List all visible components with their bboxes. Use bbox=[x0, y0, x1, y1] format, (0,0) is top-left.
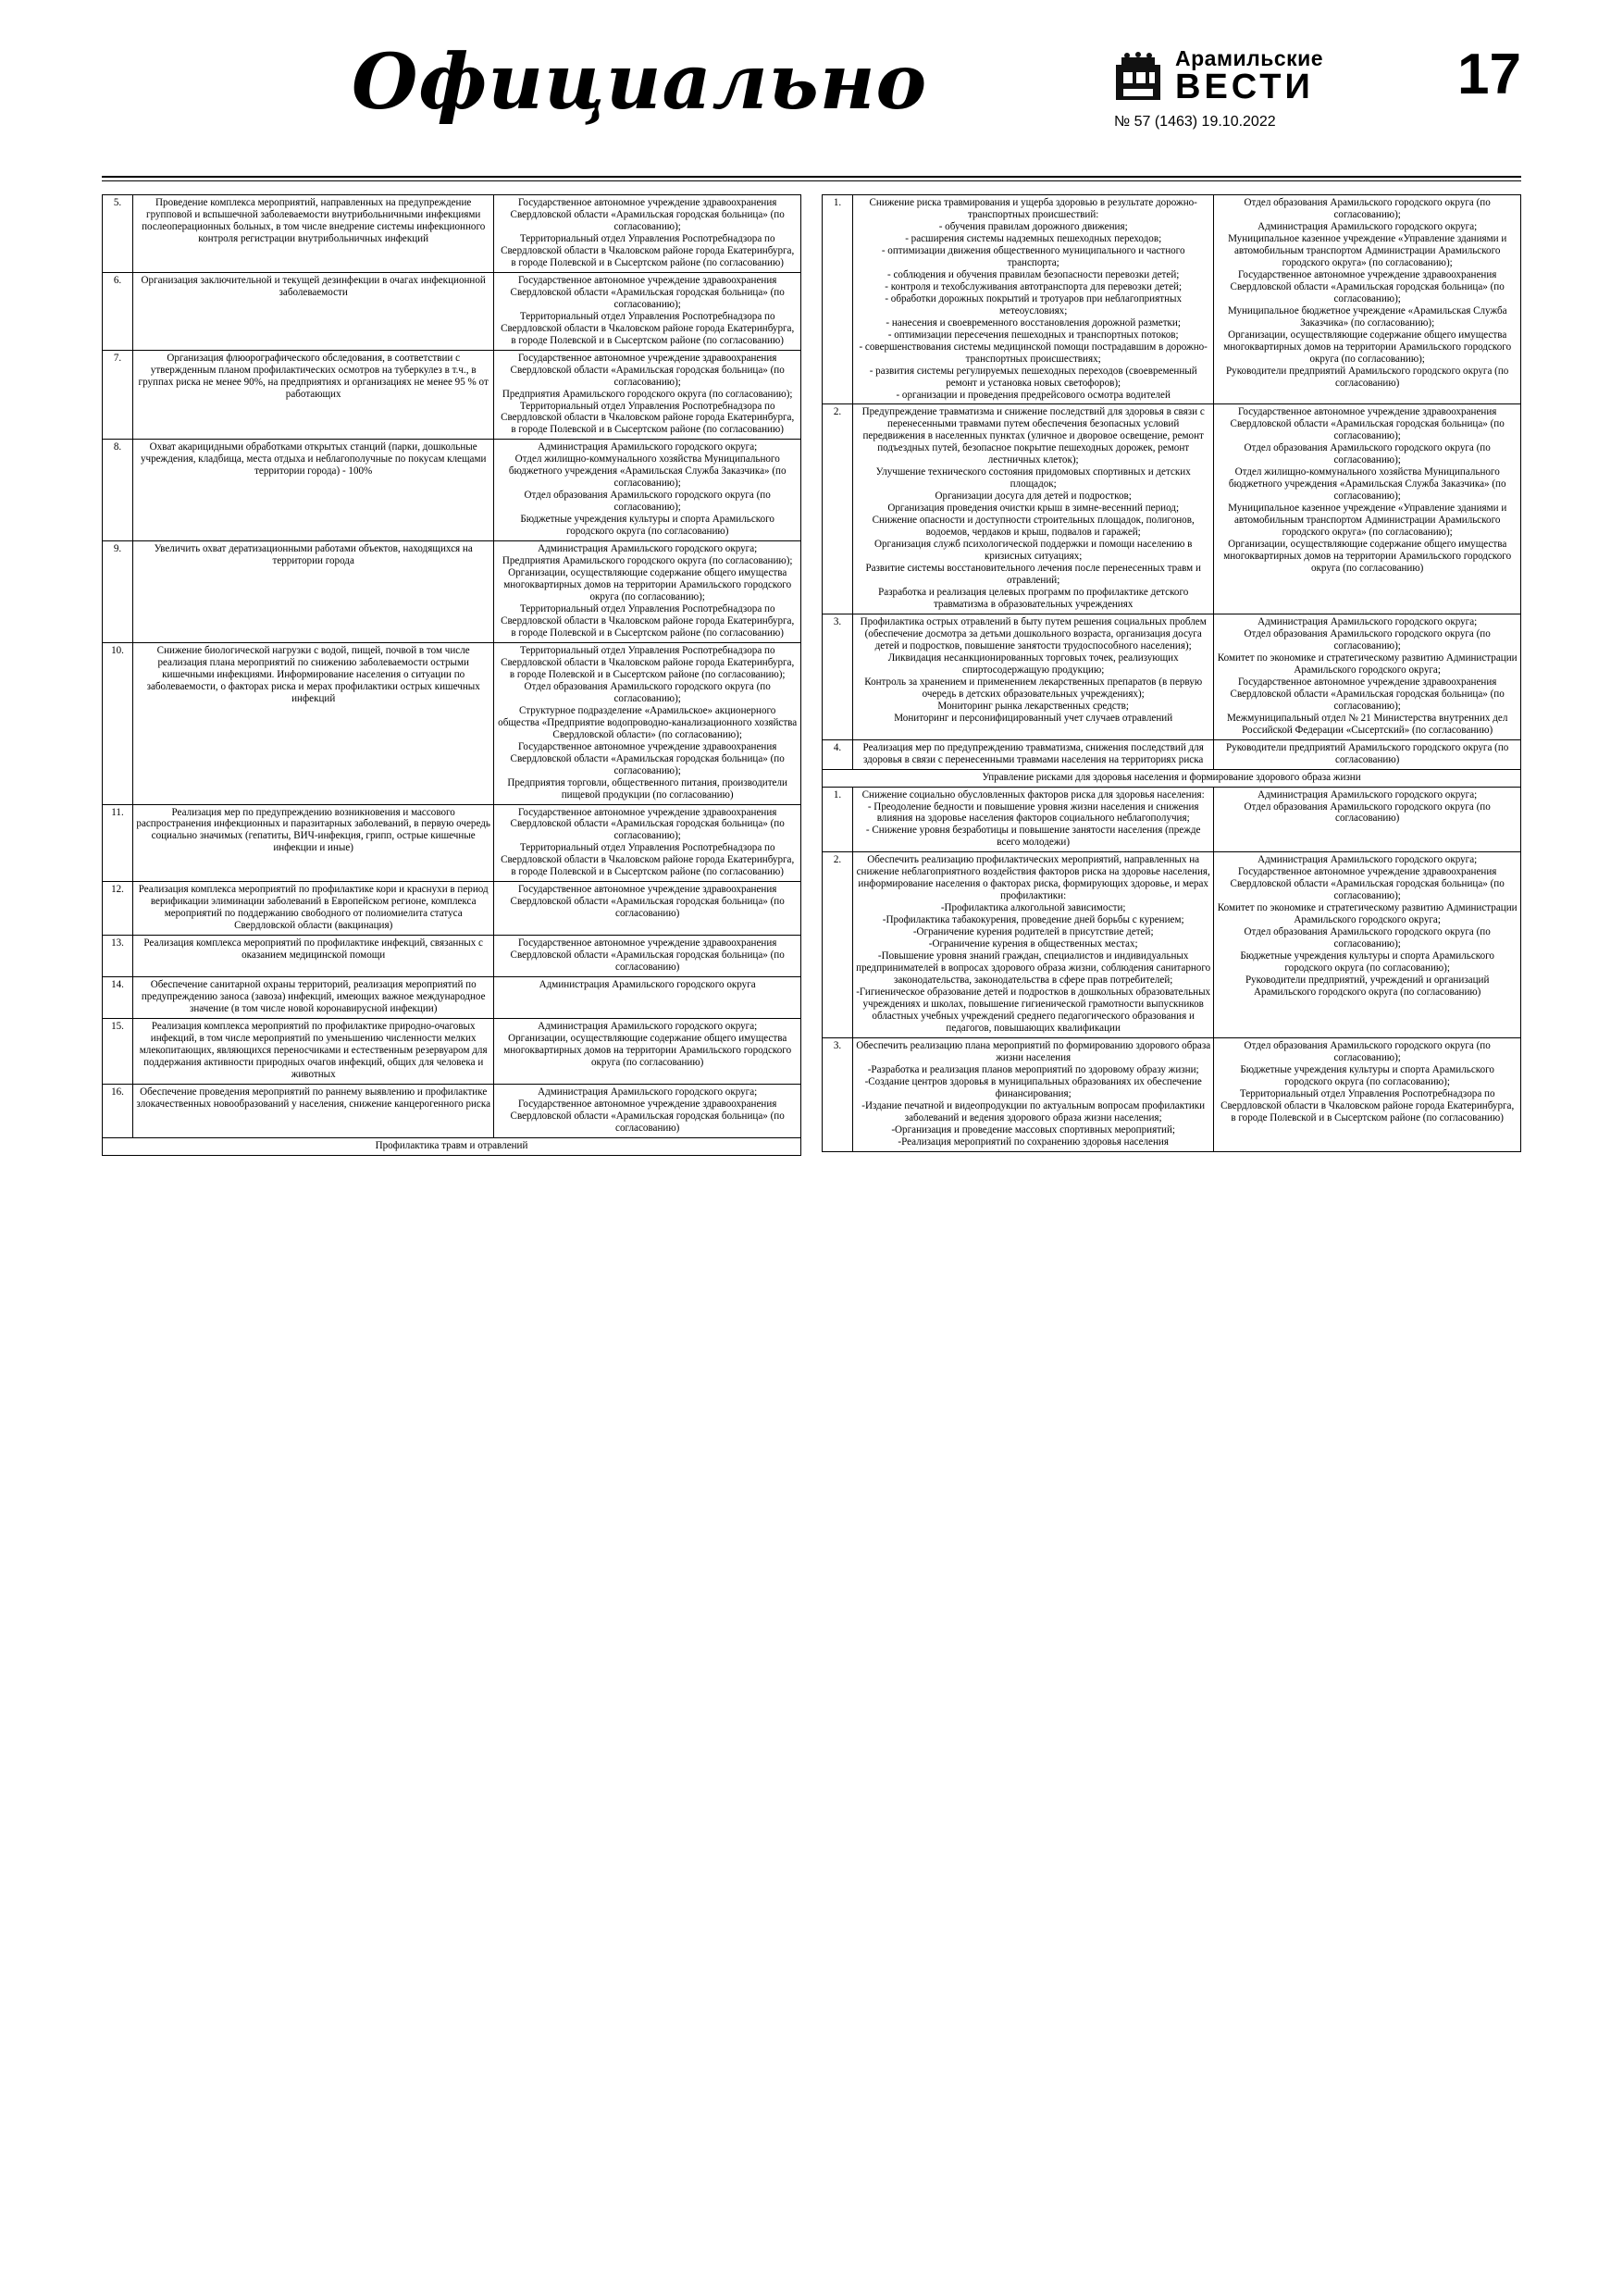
table-row bbox=[823, 1037, 1521, 1151]
row-number: 5. bbox=[103, 195, 133, 273]
masthead-rule bbox=[102, 176, 1521, 178]
executor-cell: Государственное автономное учреждение здравоохранения Свердловской области «Арамильская городская больница» (по согласованию); Территориальный отдел Управления Роспотребнадзора по Свердловской области в Чкаловском районе города Екатеринбурга, в городе Полевской и в Сысертском районе (по согласованию) bbox=[494, 272, 801, 350]
table-row bbox=[103, 882, 801, 936]
executor-cell: Государственное автономное учреждение здравоохранения Свердловской области «Арамильская городская больница» (по согласованию); Предприятия Арамильского городского округа (по согласованию); Территориальный отдел Управления Роспотребнадзора по Свердловской области в Чкаловском районе города Екатеринбурга, в городе Полевской и в Сысертском районе (по согласованию) bbox=[494, 350, 801, 440]
left-column bbox=[102, 194, 801, 1156]
measure-cell: Реализация мер по предупреждению возникновения и массового распространения инфекционных и паразитарных заболеваний, в первую очередь социально значимых (гепатиты, ВИЧ-инфекция, грипп, острые кишечные инфекции и иные) bbox=[133, 804, 494, 882]
executor-cell: Администрация Арамильского городского округа; Отдел жилищно-коммунального хозяйства Муниципального бюджетного учреждения «Арамильская Служба Заказчика» (по согласованию); Отдел образования Арамильского городского округа (по согласованию); Бюджетные учреждения культуры и спорта Арамильского городского округа (по согласованию) bbox=[494, 440, 801, 541]
table-row bbox=[823, 787, 1521, 852]
brand-name-line2: ВЕСТИ bbox=[1175, 68, 1314, 106]
executor-cell: Администрация Арамильского городского округа; Отдел образования Арамильского городского округа (по согласованию); Комитет по экономике и стратегическому развитию Администрации Арамильского городского округа; Государственное автономное учреждение здравоохранения Свердловской области «Арамильская городская больница» (по согласованию); Межмуниципальный отдел № 21 Министерства внутренних дел Российской Федерации «Сысертский» (по согласованию) bbox=[1214, 614, 1521, 739]
measure-cell: Обеспечение проведения мероприятий по раннему выявлению и профилактике злокачественных новообразований у населения, снижение канцерогенного риска bbox=[133, 1084, 494, 1137]
executor-cell: Руководители предприятий Арамильского городского округа (по согласованию) bbox=[1214, 739, 1521, 769]
executor-cell: Администрация Арамильского городского округа; Отдел образования Арамильского городского округа (по согласованию) bbox=[1214, 787, 1521, 852]
measure-cell: Снижение биологической нагрузки с водой, пищей, почвой в том числе реализация плана мероприятий по снижению заболеваемости острыми кишечными инфекциями. Информирование населения о ситуации по заболеваемости, о факторах риска и мерах профилактики острых кишечных инфекций bbox=[133, 642, 494, 804]
measure-cell: Реализация комплекса мероприятий по профилактике инфекций, связанных с оказанием медицинской помощи bbox=[133, 936, 494, 977]
table-row bbox=[103, 440, 801, 541]
measure-cell: Профилактика острых отравлений в быту путем решения социальных проблем (обеспечение досмотра за детьми дошкольного возраста, организация досуга детей и подростков, повышение занятости трудоспособного населения); Ликвидация несанкционированных торговых точек, реализующих спиртосодержащую продукцию; Контроль за хранением и применением лекарственных препаратов (в первую очередь в детских образовательных учреждениях); Мониторинг рынка лекарственных средств; Мониторинг и персонифицированный учет случаев отравлений bbox=[853, 614, 1214, 739]
executor-cell: Отдел образования Арамильского городского округа (по согласованию); Бюджетные учреждения культуры и спорта Арамильского городского округа (по согласованию); Территориальный отдел Управления Роспотребнадзора по Свердловской области в Чкаловском районе города Екатеринбурга, в городе Полевской и в Сысертском районе (по согласованию) bbox=[1214, 1037, 1521, 1151]
table-row bbox=[103, 195, 801, 273]
table-section-row bbox=[823, 769, 1521, 787]
row-number: 1. bbox=[823, 787, 853, 852]
table-row bbox=[103, 350, 801, 440]
executor-cell: Отдел образования Арамильского городского округа (по согласованию); Администрация Арамильского городского округа; Муниципальное казенное учреждение «Управление зданиями и автомобильным транспортом Администрации Арамильского городского округа» (по согласованию); Государственное автономное учреждение здравоохранения Свердловской области «Арамильская городская больница» (по согласованию); Муниципальное бюджетное учреждение «Арамильская Служба Заказчика» (по согласованию); Организации, осуществляющие содержание общего имущества многоквартирных домов на территории Арамильского городского округа (по согласованию); Руководители предприятий Арамильского городского округа (по согласованию) bbox=[1214, 195, 1521, 404]
row-number: 2. bbox=[823, 404, 853, 614]
executor-cell: Государственное автономное учреждение здравоохранения Свердловской области «Арамильская городская больница» (по согласованию) bbox=[494, 936, 801, 977]
measure-cell: Реализация комплекса мероприятий по профилактике кори и краснухи в период верификации элиминации заболеваний в Европейском регионе, комплекса мероприятий по поддержанию свободного от полиомиелита статуса Свердловской области (вакцинация) bbox=[133, 882, 494, 936]
row-number: 16. bbox=[103, 1084, 133, 1137]
table-row bbox=[823, 404, 1521, 614]
measure-cell: Снижение риска травмирования и ущерба здоровью в результате дорожно-транспортных происшествий: - обучения правилам дорожного движения; - расширения системы надземных пешеходных переходов; - оптимизации движения общественного муниципального и частного транспорта; - соблюдения и обучения правилам безопасности перевозки детей; - контроля и техобслуживания автотранспорта для перевозки детей; - обработки дорожных покрытий и тротуаров при неблагоприятных метеоусловиях; - нанесения и своевременного восстановления дорожной разметки; - оптимизации пересечения пешеходных и транспортных потоков; - совершенствования системы медицинской помощи пострадавшим в дорожно-транспортных происшествиях; - развития системы регулируемых пешеходных переходов (своевременный ремонт и установка новых светофоров); - организации и проведения предрейсового осмотра водителей bbox=[853, 195, 1214, 404]
row-number: 3. bbox=[823, 1037, 853, 1151]
measure-cell: Охват акарицидными обработками открытых станций (парки, дошкольные учреждения, кладбища, места отдыха и неблагополучные по покусам клещами территории города) - 100% bbox=[133, 440, 494, 541]
row-number: 2. bbox=[823, 852, 853, 1038]
measure-cell: Обеспечить реализацию плана мероприятий по формированию здорового образа жизни населения -Разработка и реализация планов мероприятий по здоровому образу жизни; -Создание центров здоровья в муниципальных образованиях их обеспечение финансирования; -Издание печатной и видеопродукции по актуальным вопросам профилактики заболеваний и ведения здорового образа жизни населения; -Организация и проведение массовых спортивных мероприятий; -Реализация мероприятий по сохранению здоровья населения bbox=[853, 1037, 1214, 1151]
section-footer-label: Профилактика травм и отравлений bbox=[103, 1137, 801, 1155]
masthead-rule-thin bbox=[102, 180, 1521, 181]
executor-cell: Администрация Арамильского городского округа; Государственное автономное учреждение здравоохранения Свердловской области «Арамильская городская больница» (по согласованию) bbox=[494, 1084, 801, 1137]
table-row bbox=[823, 739, 1521, 769]
measure-cell: Снижение социально обусловленных факторов риска для здоровья населения: - Преодоление бедности и повышение уровня жизни населения и снижения влияния на здоровье населения факторов социального неблагополучия; - Снижение уровня безработицы и повышение занятости населения (прежде всего молодежи) bbox=[853, 787, 1214, 852]
executor-cell: Администрация Арамильского городского округа; Государственное автономное учреждение здравоохранения Свердловской области «Арамильская городская больница» (по согласованию); Комитет по экономике и стратегическому развитию Администрации Арамильского городского округа; Отдел образования Арамильского городского округа (по согласованию); Бюджетные учреждения культуры и спорта Арамильского городского округа (по согласованию); Руководители предприятий, учреждений и организаций Арамильского городского округа (по согласованию) bbox=[1214, 852, 1521, 1038]
measure-cell: Увеличить охват дератизационными работами объектов, находящихся на территории города bbox=[133, 541, 494, 643]
measure-cell: Предупреждение травматизма и снижение последствий для здоровья в связи с перенесенными травмами путем обеспечения безопасных условий передвижения в населенных пунктах (уличное и дворовое освещение, ремонт подъездных путей, безопасное покрытие пешеходных дорожек, ремонт лестничных клеток); Улучшение технического состояния придомовых спортивных и детских площадок; Организации досуга для детей и подростков; Организация проведения очистки крыш в зимне-весенний период; Снижение опасности и доступности строительных площадок, полигонов, водоемов, чердаков и крыш, подвалов и гаражей; Организация служб психологической поддержки и помощи населению в кризисных ситуациях; Развитие системы восстановительного лечения после перенесенных травм и отравлений; Разработка и реализация целевых программ по профилактике детского травматизма в образовательных учреждениях bbox=[853, 404, 1214, 614]
row-number: 14. bbox=[103, 977, 133, 1019]
row-number: 15. bbox=[103, 1019, 133, 1085]
row-number: 8. bbox=[103, 440, 133, 541]
row-number: 10. bbox=[103, 642, 133, 804]
masthead bbox=[102, 0, 1521, 176]
executor-cell: Государственное автономное учреждение здравоохранения Свердловской области «Арамильская городская больница» (по согласованию); Территориальный отдел Управления Роспотребнадзора по Свердловской области в Чкаловском районе города Екатеринбурга, в городе Полевской и в Сысертском районе (по согласованию) bbox=[494, 804, 801, 882]
city-crest-icon bbox=[1112, 52, 1164, 104]
content-columns bbox=[102, 194, 1521, 1156]
measure-cell: Организация флюорографического обследования, в соответствии с утвержденным планом профилактических осмотров на туберкулез в т.ч., в группах риска не менее 90%, на предприятиях и организациях не менее 95 % от работающих bbox=[133, 350, 494, 440]
brand-block bbox=[1112, 48, 1418, 130]
row-number: 12. bbox=[103, 882, 133, 936]
page-title: Официально bbox=[352, 38, 928, 127]
row-number: 6. bbox=[103, 272, 133, 350]
measure-cell: Организация заключительной и текущей дезинфекции в очагах инфекционной заболеваемости bbox=[133, 272, 494, 350]
row-number: 4. bbox=[823, 739, 853, 769]
row-number: 9. bbox=[103, 541, 133, 643]
table-row bbox=[823, 852, 1521, 1038]
row-number: 3. bbox=[823, 614, 853, 739]
measure-cell: Обеспечить реализацию профилактических мероприятий, направленных на снижение неблагоприятного воздействия факторов риска на здоровье населения, информирование населения о факторах риска, формирующих здоровье, и мерах профилактики: -Профилактика алкогольной зависимости; -Профилактика табакокурения, проведение дней борьбы с курением; -Ограничение курения родителей в присутствие детей; -Ограничение курения в общественных местах; -Повышение уровня знаний граждан, специалистов и индивидуальных предпринимателей в вопросах здорового образа жизни, соблюдения санитарного законодательства, законодательства в сфере прав потребителей; -Гигиеническое образование детей и подростков в дошкольных образовательных учреждениях и школах, повышение гигиенической грамотности выпускников областных учебных учреждений среднего педагогического образования и педагогов, повышающих квалификации bbox=[853, 852, 1214, 1038]
table-row bbox=[103, 642, 801, 804]
measure-cell: Обеспечение санитарной охраны территорий, реализация мероприятий по предупреждению заноса (завоза) инфекций, имеющих важное международное значение (в том числе новой коронавирусной инфекции) bbox=[133, 977, 494, 1019]
measures-table-right bbox=[822, 194, 1521, 1152]
table-row bbox=[103, 804, 801, 882]
measure-cell: Реализация мер по предупреждению травматизма, снижения последствий для здоровья в связи с перенесенными травмами населения на территориях риска bbox=[853, 739, 1214, 769]
table-row bbox=[103, 272, 801, 350]
executor-cell: Администрация Арамильского городского округа; Организации, осуществляющие содержание общего имущества многоквартирных домов на территории Арамильского городского округа (по согласованию) bbox=[494, 1019, 801, 1085]
row-number: 11. bbox=[103, 804, 133, 882]
measure-cell: Проведение комплекса мероприятий, направленных на предупреждение групповой и вспышечной заболеваемости внутрибольничными инфекциями послеоперационных больных, в том числе внедрение системы инфекционного контроля регистрации внутрибольничных инфекций bbox=[133, 195, 494, 273]
executor-cell: Государственное автономное учреждение здравоохранения Свердловской области «Арамильская городская больница» (по согласованию); Территориальный отдел Управления Роспотребнадзора по Свердловской области в Чкаловском районе города Екатеринбурга, в городе Полевской и в Сысертском районе (по согласованию) bbox=[494, 195, 801, 273]
row-number: 1. bbox=[823, 195, 853, 404]
table-row bbox=[823, 195, 1521, 404]
table-row bbox=[103, 1019, 801, 1085]
executor-cell: Государственное автономное учреждение здравоохранения Свердловской области «Арамильская городская больница» (по согласованию); Отдел образования Арамильского городского округа (по согласованию); Отдел жилищно-коммунального хозяйства Муниципального бюджетного учреждения «Арамильская Служба Заказчика» (по согласованию); Муниципальное казенное учреждение «Управление зданиями и автомобильным транспортом Администрации Арамильского городского округа» (по согласованию); Организации, осуществляющие содержание общего имущества многоквартирных домов на территории Арамильского городского округа (по согласованию) bbox=[1214, 404, 1521, 614]
right-column bbox=[822, 194, 1521, 1152]
section-header-label: Управление рисками для здоровья населения и формирование здорового образа жизни bbox=[823, 769, 1521, 787]
issue-line: № 57 (1463) 19.10.2022 bbox=[1114, 114, 1276, 130]
executor-cell: Администрация Арамильского городского округа; Предприятия Арамильского городского округа (по согласованию); Организации, осуществляющие содержание общего имущества многоквартирных домов на территории Арамильского городского округа (по согласованию); Территориальный отдел Управления Роспотребнадзора по Свердловской области в Чкаловском районе города Екатеринбурга, в городе Полевской и в Сысертском районе (по согласованию) bbox=[494, 541, 801, 643]
table-row bbox=[823, 614, 1521, 739]
table-row bbox=[103, 936, 801, 977]
brand-name-line1: Арамильские bbox=[1175, 46, 1324, 70]
executor-cell: Государственное автономное учреждение здравоохранения Свердловской области «Арамильская городская больница» (по согласованию) bbox=[494, 882, 801, 936]
measures-table-left bbox=[102, 194, 801, 1156]
table-row bbox=[103, 977, 801, 1019]
executor-cell: Администрация Арамильского городского округа bbox=[494, 977, 801, 1019]
measure-cell: Реализация комплекса мероприятий по профилактике природно-очаговых инфекций, в том числе мероприятий по уменьшению численности мелких млекопитающих, являющихся переносчиками и естественным резервуаром для поддержания активности природных очагов инфекций, общих для человека и животных bbox=[133, 1019, 494, 1085]
table-section-row bbox=[103, 1137, 801, 1155]
table-row bbox=[103, 1084, 801, 1137]
table-row bbox=[103, 541, 801, 643]
row-number: 7. bbox=[103, 350, 133, 440]
page-number: 17 bbox=[1457, 43, 1521, 106]
row-number: 13. bbox=[103, 936, 133, 977]
executor-cell: Территориальный отдел Управления Роспотребнадзора по Свердловской области в Чкаловском районе города Екатеринбурга, в городе Полевской и в Сысертском районе (по согласованию); Отдел образования Арамильского городского округа (по согласованию); Структурное подразделение «Арамильское» акционерного общества «Предприятие водопроводно-канализационного хозяйства Свердловской области» (по согласованию); Государственное автономное учреждение здравоохранения Свердловской области «Арамильская городская больница» (по согласованию); Предприятия торговли, общественного питания, производители пищевой продукции (по согласованию) bbox=[494, 642, 801, 804]
